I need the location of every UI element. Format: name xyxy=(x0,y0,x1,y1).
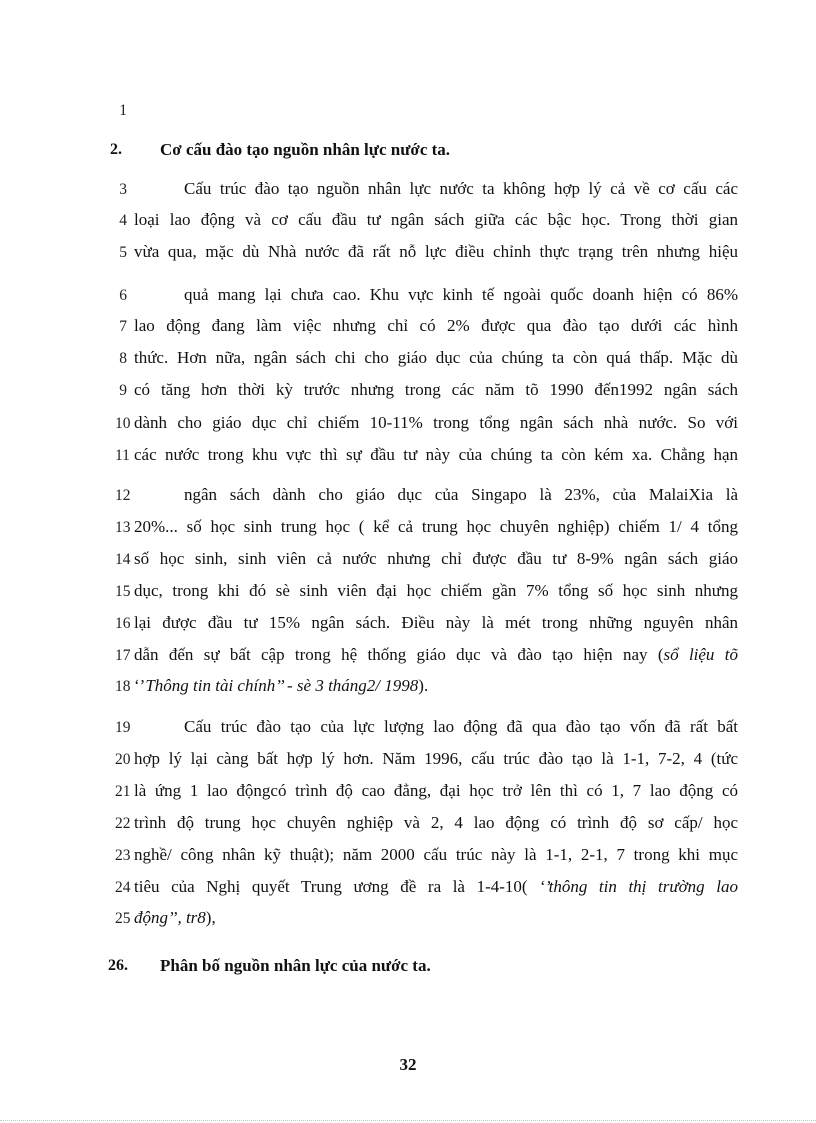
paragraph-line: ‘’Thông tin tài chính’’ - sè 3 tháng2/ 1998). xyxy=(134,676,429,695)
line-number: 22 xyxy=(115,815,131,832)
line-number: 1 xyxy=(119,102,127,119)
paragraph-line: dục, trong khi đó sè sinh viên đại học chiếm gần 7% tổng số học sinh nhưng xyxy=(134,581,738,600)
section-heading: Cơ cấu đào tạo nguồn nhân lực nước ta. xyxy=(160,140,451,159)
line-number: 14 xyxy=(115,551,131,568)
paragraph-line: lao động đang làm việc nhưng chỉ có 2% được qua đào tạo dưới các hình xyxy=(134,316,738,335)
paragraph-line: Cấu trúc đào tạo nguồn nhân lực nước ta không hợp lý cả về cơ cấu các xyxy=(184,179,738,198)
footer-divider xyxy=(0,1120,816,1121)
paragraph-line: loại lao động và cơ cấu đầu tư ngân sách giữa các bậc học. Trong thời gian xyxy=(134,210,738,229)
line-number: 23 xyxy=(115,847,131,864)
line-number: 5 xyxy=(119,244,127,261)
paragraph-line: trình độ trung học chuyên nghiệp và 2, 4 lao động có trình độ sơ cấp/ học xyxy=(134,813,738,832)
line-number: 8 xyxy=(119,350,127,367)
line-number: 12 xyxy=(115,487,131,504)
paragraph-line: dẫn đến sự bất cập trong hệ thống giáo dục và đào tạo hiện nay (sổ liệu tõ xyxy=(134,645,738,664)
paragraph-line: quả mang lại chưa cao. Khu vực kinh tế ngoài quốc doanh hiện có 86% xyxy=(184,285,738,304)
line-number: 24 xyxy=(115,879,131,896)
page-number: 32 xyxy=(399,1055,417,1074)
paragraph-line: ngân sách dành cho giáo dục của Singapo là 23%, của MalaiXia là xyxy=(184,485,738,504)
paragraph-line: các nước trong khu vực thì sự đầu tư này của chúng ta còn kém xa. Chẳng hạn xyxy=(134,445,738,464)
line-number: 16 xyxy=(115,615,131,632)
line-number: 9 xyxy=(119,382,127,399)
line-number: 15 xyxy=(115,583,131,600)
paragraph-line: hợp lý lại càng bất hợp lý hơn. Năm 1996, cấu trúc đào tạo là 1-1, 7-2, 4 (tức xyxy=(134,749,738,768)
line-number: 4 xyxy=(119,212,127,229)
line-number: 7 xyxy=(119,318,127,335)
line-number: 18 xyxy=(115,678,131,695)
line-number: 19 xyxy=(115,719,131,736)
heading-number: 26. xyxy=(108,957,128,974)
paragraph-line: tiêu của Nghị quyết Trung ương đề ra là 1-4-10( ‘’thông tin thị trường lao xyxy=(134,877,738,896)
line-number: 21 xyxy=(115,783,131,800)
paragraph-line: Cấu trúc đào tạo của lực lượng lao động đã qua đào tạo vốn đã rất bất xyxy=(184,717,738,736)
line-number: 17 xyxy=(115,647,131,664)
line-number: 25 xyxy=(115,910,131,927)
line-number: 13 xyxy=(115,519,131,536)
paragraph-line: là ứng 1 lao độngcó trình độ cao đẳng, đại học trở lên thì có 1, 7 lao động có xyxy=(134,781,738,800)
paragraph-line: có tăng hơn thời kỳ trước nhưng trong các năm tõ 1990 đến1992 ngân sách xyxy=(134,380,738,399)
paragraph-line: nghề/ công nhân kỹ thuật); năm 2000 cấu trúc này là 1-1, 2-1, 7 trong khi mục xyxy=(134,845,738,864)
line-number: 3 xyxy=(119,181,127,198)
line-number: 20 xyxy=(115,751,131,768)
line-number: 6 xyxy=(119,287,127,304)
section-heading: Phân bố nguồn nhân lực của nước ta. xyxy=(160,956,431,975)
heading-number: 2. xyxy=(110,141,122,158)
line-number: 10 xyxy=(115,415,131,432)
paragraph-line: vừa qua, mặc dù Nhà nước đã rất nỗ lực điều chỉnh thực trạng trên nhưng hiệu xyxy=(134,242,738,261)
paragraph-line: lại được đầu tư 15% ngân sách. Điều này là mét trong những nguyên nhân xyxy=(134,613,738,632)
paragraph-line: thức. Hơn nữa, ngân sách chi cho giáo dục của chúng ta còn quá thấp. Mặc dù xyxy=(134,348,738,367)
paragraph-line: dành cho giáo dục chỉ chiếm 10-11% trong tổng ngân sách nhà nước. So với xyxy=(134,413,738,432)
paragraph-line: 20%... số học sinh trung học ( kể cả trung học chuyên nghiệp) chiếm 1/ 4 tổng xyxy=(134,517,738,536)
paragraph-line: động’’, tr8), xyxy=(134,908,216,927)
paragraph-line: số học sinh, sinh viên cả nước nhưng chỉ được đầu tư 8-9% ngân sách giáo xyxy=(134,549,738,568)
line-number: 11 xyxy=(115,447,130,464)
